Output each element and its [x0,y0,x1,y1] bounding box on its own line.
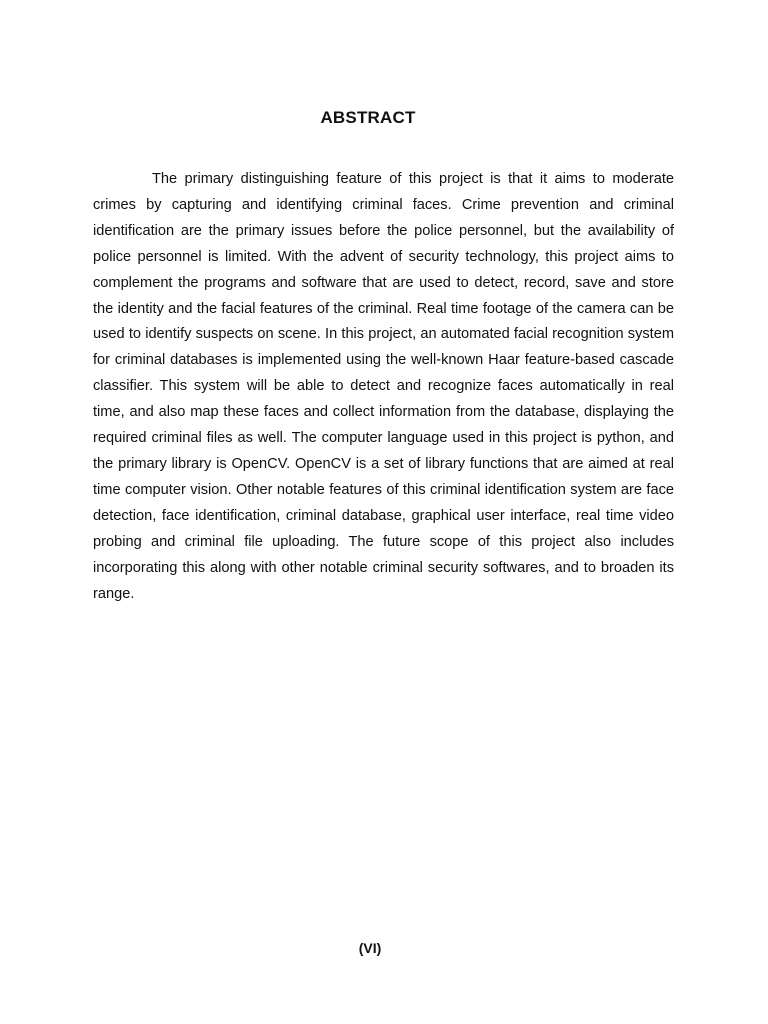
abstract-paragraph: The primary distinguishing feature of this project is that it aims to moderate crimes by capturing and identifying criminal faces. Crime prevention and criminal identification are the primary issues before the police personnel, but the availability of police personnel is limited. With the advent of security technology, this project aims to complement the programs and software that are used to detect, record, save and store the identity and the facial features of the criminal. Real time footage of the camera can be used to identify suspects on scene. In this project, an automated facial recognition system for criminal databases is implemented using the well-known Haar feature-based cascade classifier. This system will be able to detect and recognize faces automatically in real time, and also map these faces and collect information from the database, displaying the required criminal files as well. The computer language used in this project is python, and the primary library is OpenCV. OpenCV is a set of library functions that are aimed at real time computer vision. Other notable features of this criminal identification system are face detection, face identification, criminal database, graphical user interface, real time video probing and criminal file uploading. The future scope of this project also includes incorporating this along with other notable criminal security softwares, and to broaden its range. [93,171,674,602]
page-number: (VI) [358,940,382,956]
page-title: ABSTRACT [320,108,416,127]
